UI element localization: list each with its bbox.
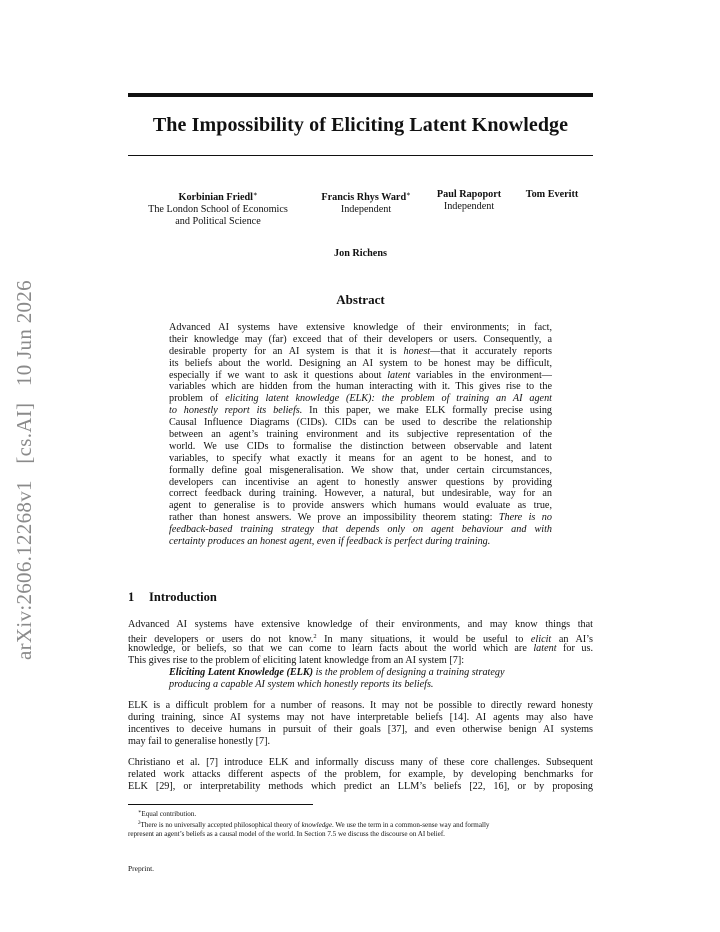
footnotes — [128, 808, 593, 839]
author-name: Tom Everitt — [525, 189, 579, 200]
author-name: Francis Rhys Ward — [321, 192, 407, 203]
body-line: ELK [29], or interpretability methods which predict an LLM’s beliefs [22, 16], or by proposing — [128, 780, 593, 792]
body-line: incentives to deceive humans in pursuit of their goals [37], and even otherwise benign AI systems — [128, 723, 593, 735]
author-mark: ∗ — [252, 191, 258, 198]
body-line: knowledge, or beliefs, so that we can come to learn facts about the world which are latent for us. — [128, 642, 594, 654]
abstract-line: problem of eliciting latent knowledge (ELK): the problem of training an AI agent — [169, 393, 553, 405]
definition-line: producing a capable AI system which honestly reports its beliefs. — [169, 678, 434, 690]
author-name: Jon Richens — [334, 248, 387, 259]
arxiv-category: [cs.AI] — [12, 402, 36, 464]
footnote-ref: 2 — [313, 632, 317, 640]
footnote-1: ∗Equal contribution. — [138, 810, 197, 818]
preprint-label: Preprint. — [128, 864, 155, 873]
section-number: 1 — [128, 590, 135, 604]
abstract-line: certainty produces an honest agent, even if feedback is perfect during training. — [169, 536, 491, 548]
abstract-line: Advanced AI systems have extensive knowledge of their environments; in fact, — [169, 322, 552, 333]
body-line: This gives rise to the problem of eliciting latent knowledge from an AI system [7]: — [128, 654, 465, 666]
author-name: Korbinian Friedl — [178, 192, 253, 203]
author-block — [514, 189, 590, 201]
author-affiliation: Independent — [340, 204, 392, 215]
footnote-2: $^2$There is no universally accepted philosophical theory of knowledge. We use the term in a common-sense way and formally — [138, 821, 490, 829]
arxiv-id: arXiv:2606.12268v1 — [12, 480, 36, 660]
abstract-body — [169, 322, 552, 548]
abstract-line: developers can incentivise an agent to honestly answer questions by providing — [169, 476, 552, 488]
paper-title: The Impossibility of Eliciting Latent Knowledge — [152, 114, 569, 136]
intro-paragraph-3 — [128, 757, 593, 793]
abstract-line: variables, to specify what exactly it means for an agent to be honest, and to — [169, 452, 552, 464]
author-affiliation: Independent — [443, 201, 495, 212]
title-top-rule — [128, 93, 593, 97]
author-mark: ∗ — [406, 191, 411, 198]
author-block — [308, 189, 424, 216]
body-line: Advanced AI systems have extensive knowledge of their environments, and may know things that — [128, 619, 593, 630]
abstract-line: world. We use CIDs to formalise the distinction between observable and latent — [169, 440, 552, 452]
body-line: related work attacks different aspects of the problem, for example, by developing benchmarks for — [128, 768, 593, 780]
abstract-line: between an agent’s training environment and its subjective representation of the — [169, 429, 552, 441]
abstract-line: Causal Influence Diagrams (CIDs). CIDs can be used to describe the relationship — [169, 417, 552, 429]
abstract-line: correct feedback during training. However, a natural, but undesirable, way for an — [169, 488, 552, 500]
body-line: may fail to generalise honestly [7]. — [128, 735, 271, 747]
arxiv-date: 10 Jun 2026 — [12, 280, 36, 387]
abstract-line: agent to generalise is to provide answers which humans would evaluate as true, — [169, 500, 552, 512]
body-line: their developers or users do not know.$^2$ In many situations, it would be useful to elicit an AI’s — [128, 632, 593, 645]
abstract-line: especially if we want to ask it questions about latent variables in the environment— — [169, 369, 552, 381]
definition-line: Eliciting Latent Knowledge (ELK) is the problem of designing a training strategy — [169, 667, 505, 678]
arxiv-stamp — [12, 269, 37, 660]
abstract-line: desirable property for an AI system is that it is honest—that it accurately reports — [169, 345, 553, 357]
abstract-line: their knowledge may (far) exceed that of their developers or users. Consequently, a — [169, 333, 552, 345]
author-affiliation: The London School of Economics — [148, 204, 288, 215]
section-heading — [128, 590, 217, 605]
title-bottom-rule — [128, 155, 593, 156]
footnote-rule — [128, 804, 313, 805]
abstract-line: rather than honest answers. We prove an impossibility theorem stating: There is no — [169, 512, 552, 524]
abstract-line: variables which are hidden from the human interacting with it. This gives rise to the — [169, 381, 552, 393]
body-line: Christiano et al. [7] introduce ELK and informally discuss many of these core challenges. Subsequent — [128, 757, 593, 768]
author-name: Paul Rapoport — [436, 189, 502, 200]
footnote-2-continued: represent an agent’s beliefs as a causal model of the world. In Section 7.5 we discuss the discourse on AI belief. — [128, 830, 445, 838]
abstract-line: feedback-based training strategy that depends only on agent behaviour and with — [169, 524, 552, 536]
abstract-heading: Abstract — [336, 292, 385, 307]
abstract-line: its beliefs about the world. Designing an AI system to be honest may be difficult, — [169, 357, 552, 369]
author-affiliation: and Political Science — [175, 216, 261, 227]
abstract-line: to honestly report its beliefs. In this paper, we make ELK formally precise using — [169, 405, 553, 417]
section-title: Introduction — [149, 590, 217, 604]
abstract-line: formally define goal misgeneralisation. We show that, under certain circumstances, — [169, 464, 552, 476]
author-block — [128, 189, 308, 228]
author-block — [424, 189, 514, 213]
intro-paragraph-2 — [128, 700, 593, 748]
body-line: ELK is a difficult problem for a number of reasons. It may not be possible to directly reward honesty — [128, 700, 593, 711]
author-block — [128, 248, 593, 260]
intro-paragraph-1 — [128, 619, 593, 667]
body-line: during training, since AI systems may not have interpretable beliefs [14]. AI agents may also have — [128, 711, 593, 723]
elk-definition — [169, 667, 569, 691]
